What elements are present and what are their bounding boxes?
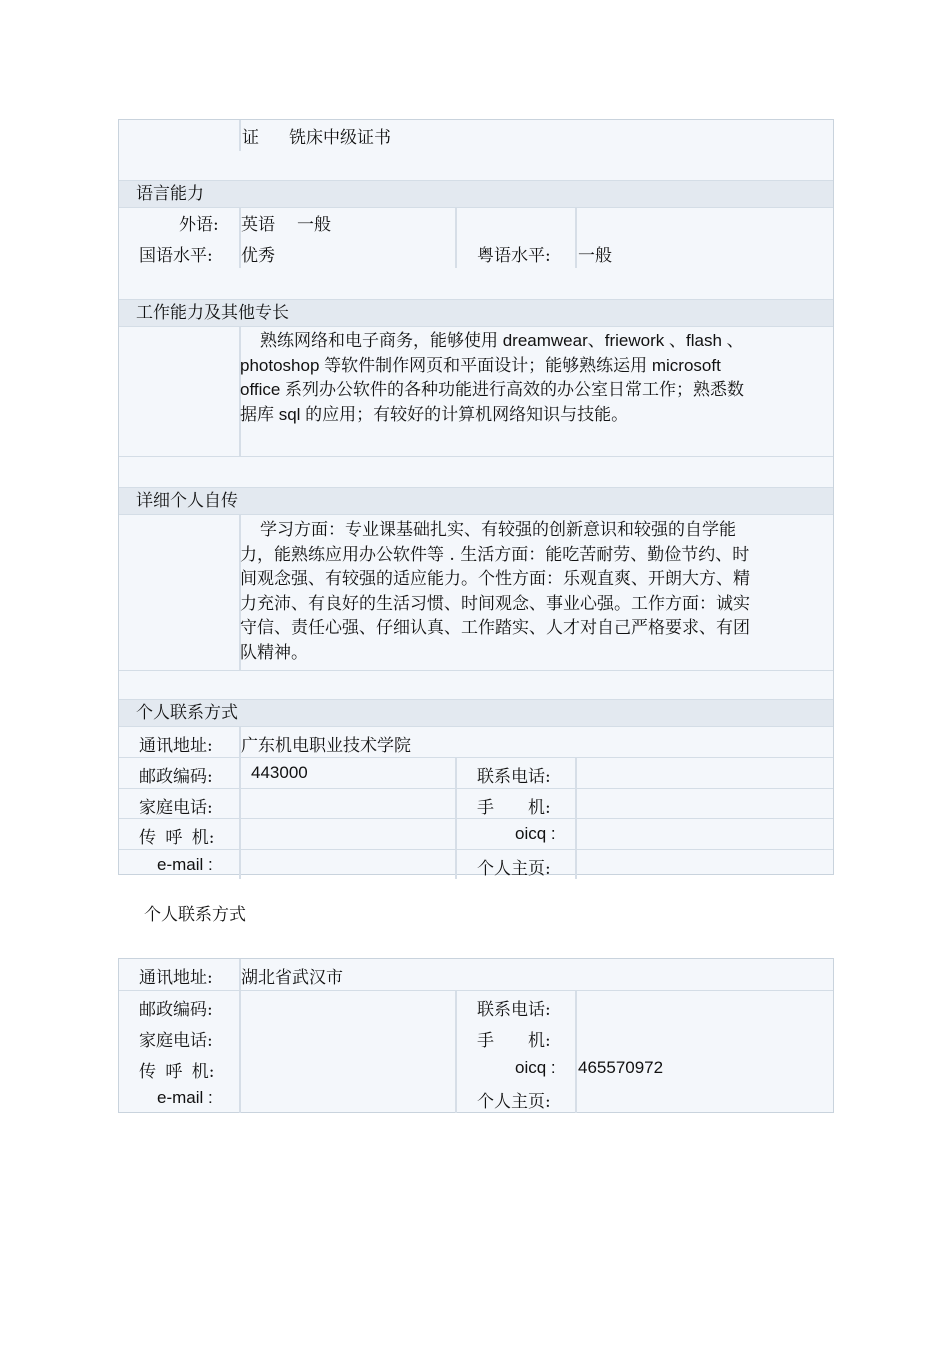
address-value: 湖北省武汉市	[241, 968, 343, 988]
column-divider	[575, 850, 577, 879]
column-divider	[455, 819, 457, 849]
oicq-label: oicq :	[515, 1058, 556, 1077]
address-row	[119, 959, 833, 990]
column-divider	[455, 758, 457, 788]
bio-line: 学习方面：专业课基础扎实、有较强的创新意识和较强的自学能	[260, 520, 736, 540]
home-phone-label: 家庭电话:	[139, 798, 213, 818]
spacer-row	[119, 151, 833, 180]
column-divider	[575, 758, 577, 788]
oicq-label: oicq :	[515, 824, 556, 843]
homepage-label: 个人主页:	[477, 859, 551, 879]
column-divider	[239, 789, 241, 818]
email-label: e-mail :	[157, 855, 213, 874]
skills-line: office 系列办公软件的各种功能进行高效的办公室日常工作；熟悉数	[240, 380, 745, 400]
postcode-label: 邮政编码:	[139, 1000, 213, 1020]
spacer-row	[119, 268, 833, 299]
certificate-row	[119, 120, 833, 151]
bio-line: 队精神。	[240, 642, 308, 663]
skills-paragraph	[240, 329, 744, 427]
cantonese-label: 粤语水平:	[477, 246, 551, 266]
resume-table-main	[118, 119, 834, 879]
mandarin-value: 优秀	[241, 246, 275, 266]
phone-label: 联系电话:	[477, 1000, 551, 1020]
contact-section-header: 个人联系方式	[119, 699, 833, 727]
skills-section-header: 工作能力及其他专长	[119, 299, 833, 327]
pager-row	[119, 818, 833, 849]
homepage-label: 个人主页:	[477, 1092, 551, 1112]
skills-line: 据库 sql 的应用；有较好的计算机网络知识与技能。	[240, 404, 629, 424]
column-divider	[239, 991, 241, 1113]
certificate-label: 证	[242, 128, 259, 148]
postcode-value: 443000	[251, 763, 308, 782]
column-divider	[575, 819, 577, 849]
oicq-value: 465570972	[578, 1058, 664, 1077]
email-label: e-mail :	[157, 1088, 213, 1107]
mandarin-label: 国语水平:	[139, 246, 213, 266]
home-phone-row	[119, 788, 833, 818]
contact-caption: 个人联系方式	[144, 905, 246, 925]
mobile-label: 手 机:	[477, 1031, 551, 1051]
certificate-value: 铣床中级证书	[289, 128, 391, 148]
contact-grid	[119, 990, 833, 1113]
pager-label: 传 呼 机:	[139, 1062, 215, 1082]
bio-line: 守信、责任心强、仔细认真、工作踏实、人才对自己严格要求、有团	[240, 618, 750, 639]
bio-paragraph	[240, 518, 750, 666]
column-divider	[239, 819, 241, 849]
email-row	[119, 849, 833, 879]
address-label: 通讯地址:	[139, 968, 213, 988]
bio-line: 力，能熟练应用办公软件等 . 生活方面：能吃苦耐劳、勤俭节约、时	[240, 544, 750, 565]
foreign-language-level: 一般	[297, 215, 331, 235]
contact-table-secondary	[118, 958, 834, 1113]
language-rows	[119, 208, 833, 268]
skills-line: photoshop 等软件制作网页和平面设计；能够熟练运用 microsoft	[240, 355, 721, 375]
column-divider	[455, 208, 457, 268]
bio-section-header: 详细个人自传	[119, 487, 833, 515]
bio-body	[119, 515, 833, 670]
bio-line: 间观念强、有较强的适应能力。个性方面：乐观直爽、开朗大方、精	[240, 569, 750, 590]
column-divider	[239, 758, 241, 788]
postcode-row	[119, 757, 833, 788]
column-divider	[575, 991, 577, 1113]
spacer-row	[119, 670, 833, 699]
column-divider	[575, 208, 577, 268]
skills-body	[119, 327, 833, 456]
cantonese-value: 一般	[578, 246, 612, 266]
column-divider	[455, 789, 457, 818]
postcode-label: 邮政编码:	[139, 767, 213, 787]
address-value: 广东机电职业技术学院	[241, 736, 411, 756]
pager-label: 传 呼 机:	[139, 828, 215, 848]
spacer-row	[119, 456, 833, 487]
home-phone-label: 家庭电话:	[139, 1031, 213, 1051]
bio-line: 力充沛、有良好的生活习惯、时间观念、事业心强。工作方面：诚实	[240, 593, 750, 614]
column-divider	[455, 850, 457, 879]
foreign-language-label: 外语:	[179, 215, 219, 235]
skills-line: 熟练网络和电子商务，能够使用 dreamwear、friework 、flash 、	[260, 331, 744, 350]
address-row	[119, 727, 833, 757]
column-divider	[575, 789, 577, 818]
column-divider	[455, 991, 457, 1113]
language-section-header: 语言能力	[119, 180, 833, 208]
mobile-label: 手 机:	[477, 798, 551, 818]
foreign-language-value: 英语	[241, 215, 275, 235]
column-divider	[239, 850, 241, 879]
address-label: 通讯地址:	[139, 736, 213, 756]
phone-label: 联系电话:	[477, 767, 551, 787]
column-divider	[239, 120, 241, 151]
